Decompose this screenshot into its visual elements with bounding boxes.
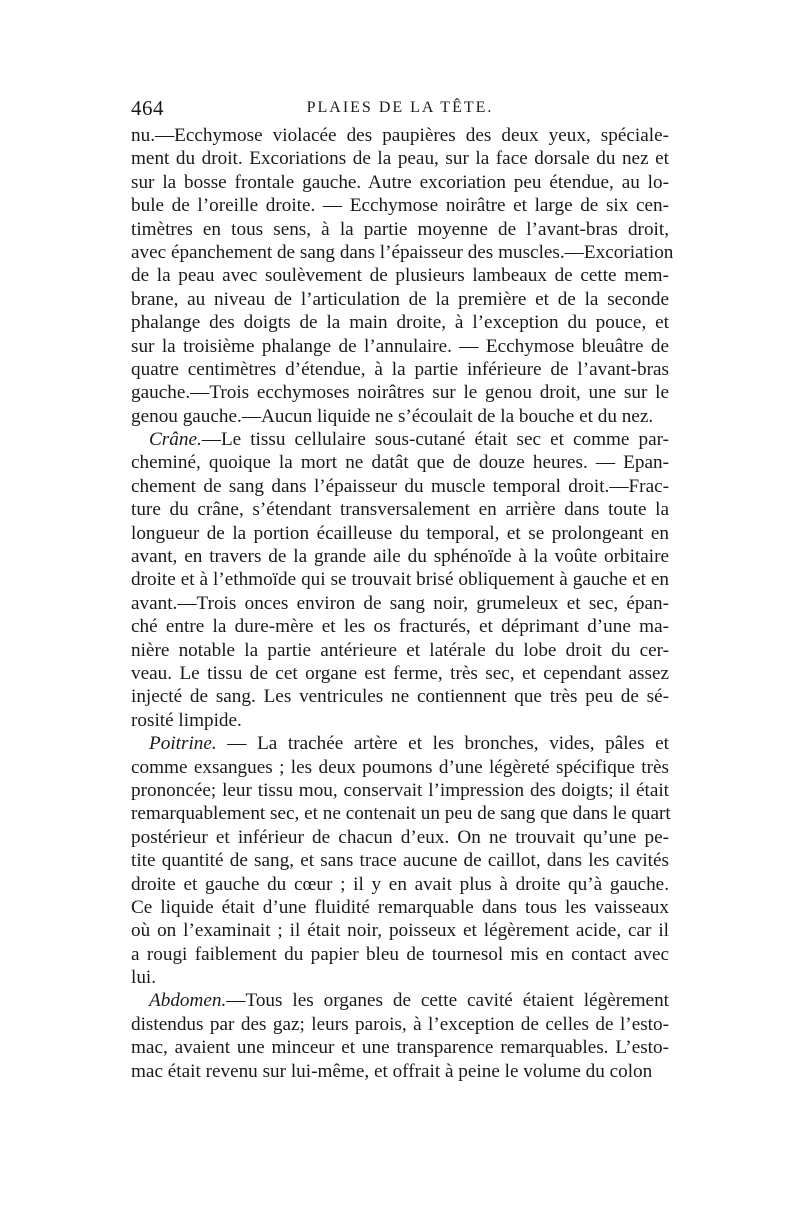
- text-line: [131, 241, 674, 264]
- line-text: rosité limpide.: [131, 709, 242, 731]
- line-text: ment du droit. Excoriations de la peau, sur la face dorsale du nez et: [131, 148, 669, 170]
- line-text: nière notable la partie antérieure et latérale du lobe droit du cer-: [131, 639, 669, 661]
- line-text: prononcée; leur tissu mou, conservait l’impression des doigts; il était: [131, 779, 669, 801]
- text-line: [131, 475, 669, 498]
- text-line: [131, 522, 669, 545]
- line-text: sur la bosse frontale gauche. Autre excoriation peu étendue, au lo-: [131, 171, 669, 193]
- text-line: [131, 779, 669, 802]
- text-line: [131, 732, 669, 755]
- text-line: [131, 451, 669, 474]
- paragraph-p1: [131, 124, 674, 428]
- text-line: [131, 1013, 669, 1036]
- line-text: bule de l’oreille droite. — Ecchymose noirâtre et large de six cen-: [131, 195, 669, 217]
- line-text: longueur de la portion écailleuse du temporal, et se prolongeant en: [131, 522, 669, 544]
- line-text: de la peau avec soulèvement de plusieurs lambeaux de cette mem-: [131, 265, 669, 287]
- line-text: Ce liquide était d’une fluidité remarquable dans tous les vaisseaux: [131, 896, 669, 918]
- line-text: a rougi faiblement du papier bleu de tournesol mis en contact avec: [131, 943, 669, 965]
- line-text: mac, avaient une minceur et une transparence remarquables. L’esto-: [131, 1037, 669, 1059]
- line-text: —Tous les organes de cette cavité étaient légèrement: [226, 990, 669, 1012]
- text-line: [131, 428, 669, 451]
- body-text: [131, 124, 674, 1083]
- line-text: gauche.—Trois ecchymoses noirâtres sur le genou droit, une sur le: [131, 382, 669, 404]
- line-text: droite et à l’ethmoïde qui se trouvait brisé obliquement à gauche et en: [131, 569, 669, 591]
- line-text: timètres en tous sens, à la partie moyenne de l’avant-bras droit,: [131, 218, 669, 240]
- text-line: [131, 568, 669, 591]
- line-text: comme exsangues ; les deux poumons d’une légèreté spécifique très: [131, 756, 669, 778]
- line-text: avec épanchement de sang dans l’épaisseur des muscles.—Excoriation: [131, 241, 674, 263]
- paragraph-p2: [131, 428, 669, 732]
- line-text: tite quantité de sang, et sans trace aucune de caillot, dans les cavités: [131, 850, 669, 872]
- text-line: [131, 685, 669, 708]
- text-line: [131, 615, 669, 638]
- text-line: [131, 849, 669, 872]
- text-line: [131, 896, 669, 919]
- text-line: [131, 966, 669, 989]
- text-line: [131, 311, 669, 334]
- line-text: ture du crâne, s’étendant transversalement en arrière dans toute la: [131, 499, 669, 521]
- line-text: droite et gauche du cœur ; il y en avait plus à droite qu’à gauche.: [131, 873, 669, 895]
- line-text: mac était revenu sur lui-même, et offrait à peine le volume du colon: [131, 1060, 653, 1082]
- text-line: [131, 919, 669, 942]
- line-text: phalange des doigts de la main droite, à l’exception du pouce, et: [131, 312, 669, 334]
- line-text: distendus par des gaz; leurs parois, à l’exception de celles de l’esto-: [131, 1013, 669, 1035]
- section-heading: Crâne.: [149, 429, 202, 451]
- text-line: [131, 639, 669, 662]
- text-line: [131, 756, 669, 779]
- text-line: [131, 171, 669, 194]
- paragraph-p3: [131, 732, 669, 989]
- line-text: veau. Le tissu de cet organe est ferme, très sec, et cependant assez: [131, 662, 669, 684]
- line-text: nu.—Ecchymose violacée des paupières des deux yeux, spéciale-: [131, 125, 669, 146]
- line-text: —Le tissu cellulaire sous-cutané était sec et comme par-: [201, 429, 669, 451]
- line-text: — La trachée artère et les bronches, vides, pâles et: [216, 733, 669, 755]
- line-text: avant, en travers de la grande aile du sphénoïde à la voûte orbitaire: [131, 546, 669, 568]
- text-line: [131, 358, 669, 381]
- text-line: [131, 662, 669, 685]
- page-header: [131, 96, 669, 122]
- text-line: [131, 194, 669, 217]
- text-line: [131, 335, 669, 358]
- running-title: PLAIES DE LA TÊTE.: [306, 99, 494, 116]
- section-heading: Abdomen.: [149, 990, 227, 1012]
- line-text: lui.: [131, 967, 157, 989]
- line-text: brane, au niveau de l’articulation de la première et de la seconde: [131, 288, 669, 310]
- text-line: [131, 709, 669, 732]
- text-line: [131, 147, 669, 170]
- line-text: avant.—Trois onces environ de sang noir, grumeleux et sec, épan-: [131, 592, 669, 614]
- page-number: 464: [131, 96, 164, 120]
- text-line: [131, 498, 669, 521]
- text-line: [131, 592, 669, 615]
- text-line: [131, 405, 669, 428]
- text-line: [131, 989, 669, 1012]
- text-line: [131, 802, 669, 825]
- text-line: [131, 1060, 669, 1083]
- line-text: où on l’examinait ; il était noir, poisseux et légèrement acide, car il: [131, 920, 669, 942]
- text-line: [131, 264, 669, 287]
- line-text: postérieur et inférieur de chacun d’eux. On ne trouvait qu’une pe-: [131, 826, 669, 848]
- line-text: genou gauche.—Aucun liquide ne s’écoulait de la bouche et du nez.: [131, 405, 654, 427]
- text-line: [131, 218, 669, 241]
- text-line: [131, 826, 669, 849]
- text-line: [131, 124, 669, 147]
- section-heading: Poitrine.: [149, 733, 217, 755]
- text-line: [131, 1036, 669, 1059]
- line-text: chement de sang dans l’épaisseur du muscle temporal droit.—Frac-: [131, 475, 669, 497]
- text-line: [131, 288, 669, 311]
- text-line: [131, 381, 669, 404]
- line-text: quatre centimètres d’étendue, à la partie inférieure de l’avant-bras: [131, 358, 669, 380]
- line-text: injecté de sang. Les ventricules ne contiennent que très peu de sé-: [131, 686, 669, 708]
- line-text: ché entre la dure-mère et les os fracturés, et déprimant d’une ma-: [131, 616, 669, 638]
- line-text: cheminé, quoique la mort ne datât que de douze heures. — Epan-: [131, 452, 669, 474]
- text-line: [131, 545, 669, 568]
- paragraph-p4: [131, 989, 669, 1083]
- line-text: sur la troisième phalange de l’annulaire. — Ecchymose bleuâtre de: [131, 335, 669, 357]
- text-line: [131, 873, 669, 896]
- text-line: [131, 943, 669, 966]
- line-text: remarquablement sec, et ne contenait un peu de sang que dans le quart: [131, 803, 671, 825]
